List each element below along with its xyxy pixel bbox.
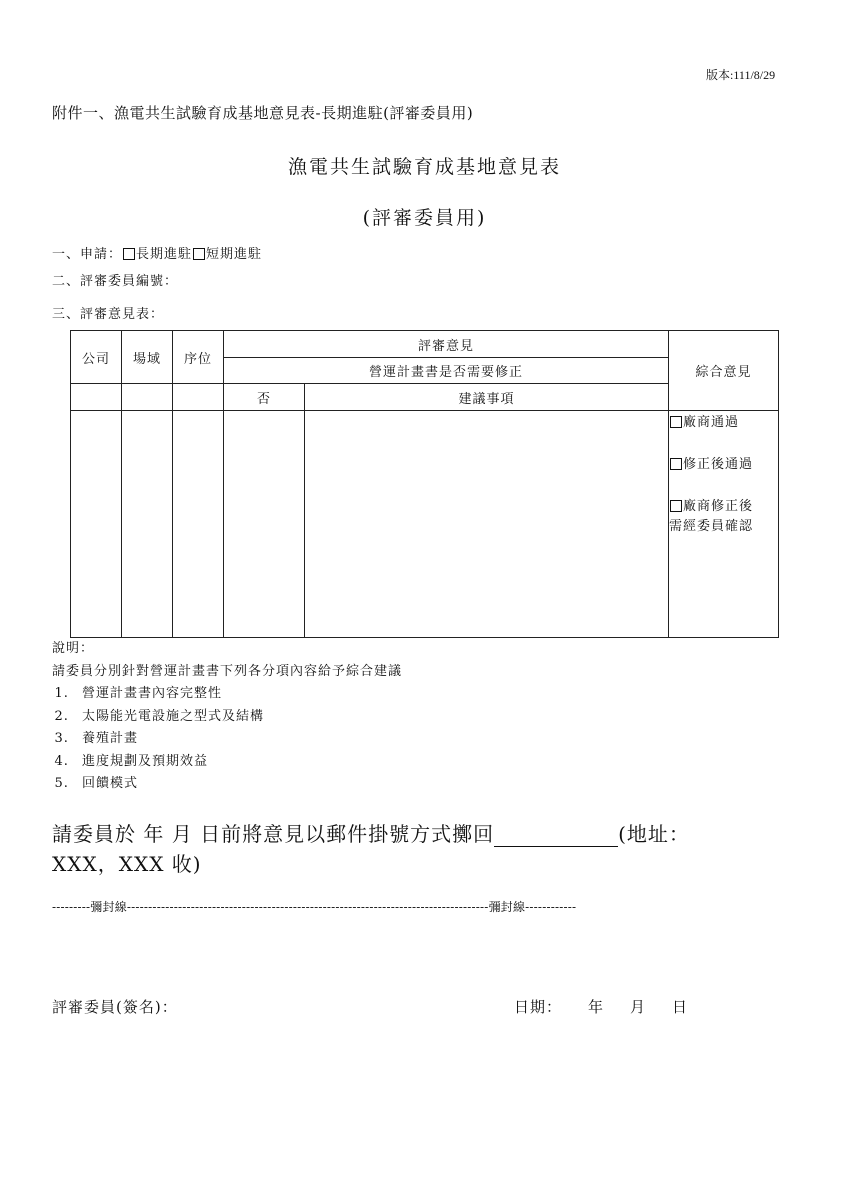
reviewer-number-label: 二、評審委員編號：: [52, 274, 179, 289]
notes-heading: 說明：: [52, 641, 95, 656]
site-header-cont: [122, 384, 173, 411]
overall-options-cell: [669, 411, 779, 638]
company-header-cont: [71, 384, 122, 411]
review-opinion-header: 評審意見: [224, 331, 669, 358]
order-header-cont: [173, 384, 224, 411]
notes-item: 2. 太陽能光電設施之型式及結構: [74, 706, 402, 729]
long-term-checkbox[interactable]: [123, 248, 135, 260]
seal-dashes-left: ---------: [52, 900, 91, 914]
return-instruction-text: 請委員於 年 月 日前將意見以郵件掛號方式擲回: [52, 822, 495, 846]
col-site-header: 場域: [122, 331, 173, 384]
date-day: 日: [672, 998, 689, 1016]
revision-confirm-checkbox[interactable]: [670, 500, 682, 512]
col-suggestions-header: 建議事項: [305, 384, 669, 411]
col-order-header: 序位: [173, 331, 224, 384]
date-year: 年: [588, 998, 605, 1016]
long-term-label: 長期進駐: [136, 247, 193, 262]
option-pass: [669, 413, 778, 433]
date-label: 日期：: [514, 998, 563, 1016]
short-term-label: 短期進駐: [206, 247, 263, 262]
application-type-label: 一、申請：: [52, 247, 123, 262]
pass-after-revision-label: 修正後通過: [683, 457, 754, 472]
application-type-row: [52, 243, 262, 262]
address-prefix: (地址：: [618, 822, 690, 846]
version-label: 版本:111/8/29: [706, 68, 776, 82]
site-cell[interactable]: [122, 411, 173, 638]
return-instruction-line2: XXX，XXX 收): [52, 852, 202, 876]
seal-label-right: 彌封線: [488, 900, 526, 914]
seal-dashes-middle: -------------------------------------------------------------------------------------: [126, 900, 489, 914]
seal-line: [52, 898, 576, 915]
suggestions-cell[interactable]: [305, 411, 669, 638]
notes-item: 5. 回饋模式: [74, 773, 402, 796]
review-table-label: 三、評審意見表：: [52, 307, 165, 322]
attachment-title: 附件一、漁電共生試驗育成基地意見表-長期進駐(評審委員用): [52, 104, 474, 122]
revision-confirm-label-1: 廠商修正後: [683, 499, 754, 514]
notes-section: [52, 638, 402, 796]
pass-label: 廠商通過: [683, 415, 740, 430]
seal-dashes-right: ------------: [525, 900, 577, 914]
notes-item: 4. 進度規劃及預期效益: [74, 751, 402, 774]
pass-after-revision-checkbox[interactable]: [670, 458, 682, 470]
notes-item: 3. 養殖計畫: [74, 728, 402, 751]
notes-list: [52, 683, 402, 796]
option-pass-after-revision: [669, 455, 778, 475]
signature-label: 評審委員(簽名)：: [52, 998, 178, 1016]
notes-intro: 請委員分別針對營運計畫書下列各分項內容給予綜合建議: [52, 663, 403, 679]
revision-confirm-label-2: 需經委員確認: [669, 519, 754, 534]
short-term-checkbox[interactable]: [193, 248, 205, 260]
return-instruction-line1: [52, 818, 690, 847]
review-table: [70, 330, 779, 638]
option-revision-confirm: [669, 497, 778, 517]
seal-label-left: 彌封線: [90, 900, 127, 914]
no-cell[interactable]: [224, 411, 305, 638]
col-company-header: 公司: [71, 331, 122, 384]
col-overall-header: 綜合意見: [669, 331, 779, 411]
page-title: 漁電共生試驗育成基地意見表: [287, 156, 561, 178]
order-cell[interactable]: [173, 411, 224, 638]
col-no-header: 否: [224, 384, 305, 411]
needs-revision-header: 營運計畫書是否需要修正: [224, 358, 669, 384]
page-subtitle: (評審委員用): [362, 207, 487, 229]
company-cell[interactable]: [71, 411, 122, 638]
notes-item: 1. 營運計畫書內容完整性: [74, 683, 402, 706]
pass-checkbox[interactable]: [670, 416, 682, 428]
date-row: [514, 996, 688, 1017]
return-address-blank[interactable]: [494, 828, 618, 847]
date-month: 月: [630, 998, 647, 1016]
